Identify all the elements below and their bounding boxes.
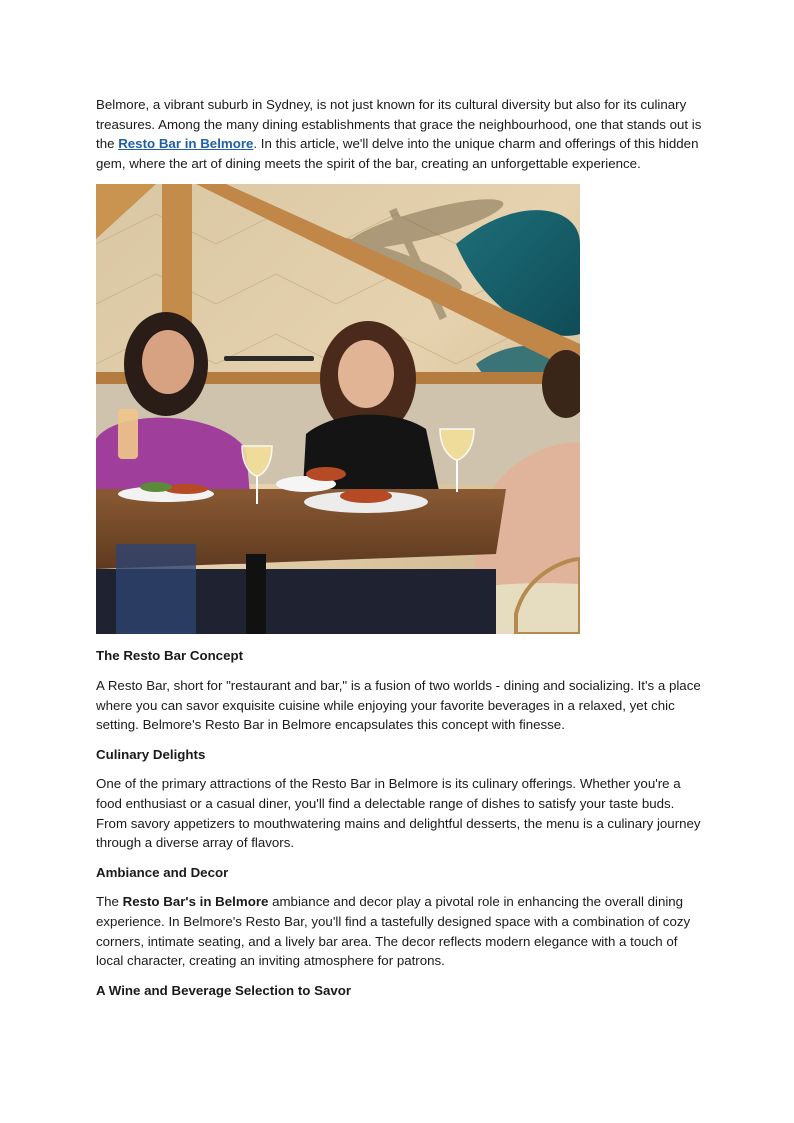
ambiance-text-after: ambiance and decor play a pivotal role in enhancing the overall dining experience. In Belmore's Resto Bar, you'll find a tastefully designed space with a combination of cozy corners, intimate seating, and a lively bar area. The decor reflects modern elegance with a touch of local character, creating an inviting atmosphere for patrons. bbox=[96, 894, 691, 969]
document-page bbox=[96, 95, 706, 1010]
culinary-heading: Culinary Delights bbox=[96, 746, 206, 762]
ambiance-text-before: The bbox=[96, 894, 123, 910]
concept-paragraph: A Resto Bar, short for "restaurant and bar," is a fusion of two worlds - dining and socializing. It's a place where you can savor exquisite cuisine while enjoying your favorite beverages in a relaxed, yet chic setting. Belmore's Resto Bar in Belmore encapsulates this concept with finesse. bbox=[96, 677, 701, 733]
ambiance-paragraph bbox=[96, 892, 706, 970]
ambiance-heading: Ambiance and Decor bbox=[96, 864, 229, 880]
intro-paragraph bbox=[96, 95, 706, 173]
restaurant-photo bbox=[96, 184, 580, 634]
culinary-paragraph: One of the primary attractions of the Resto Bar in Belmore is its culinary offerings. Whether you're a food enthusiast or a casual diner, you'll find a delectable range of dishes to satisfy your taste buds. From savory appetizers to mouthwatering mains and delightful desserts, the menu is a culinary journey through a diverse array of flavors. bbox=[96, 776, 701, 851]
intro-text-before: Belmore, a vibrant suburb in Sydney, is not just known for its cultural diversity but also for its culinary treasures. Among the many dining establishments that grace the neighbourhood, one that stands out is the bbox=[96, 97, 702, 152]
concept-heading: The Resto Bar Concept bbox=[96, 648, 244, 664]
resto-bar-link[interactable]: Resto Bar in Belmore bbox=[118, 136, 254, 152]
wine-heading: A Wine and Beverage Selection to Savor bbox=[96, 982, 352, 998]
ambiance-bold-text: Resto Bar's in Belmore bbox=[122, 894, 269, 910]
intro-text-after: . In this article, we'll delve into the unique charm and offerings of this hidden gem, where the art of dining meets the spirit of the bar, creating an unforgettable experience. bbox=[96, 136, 699, 171]
